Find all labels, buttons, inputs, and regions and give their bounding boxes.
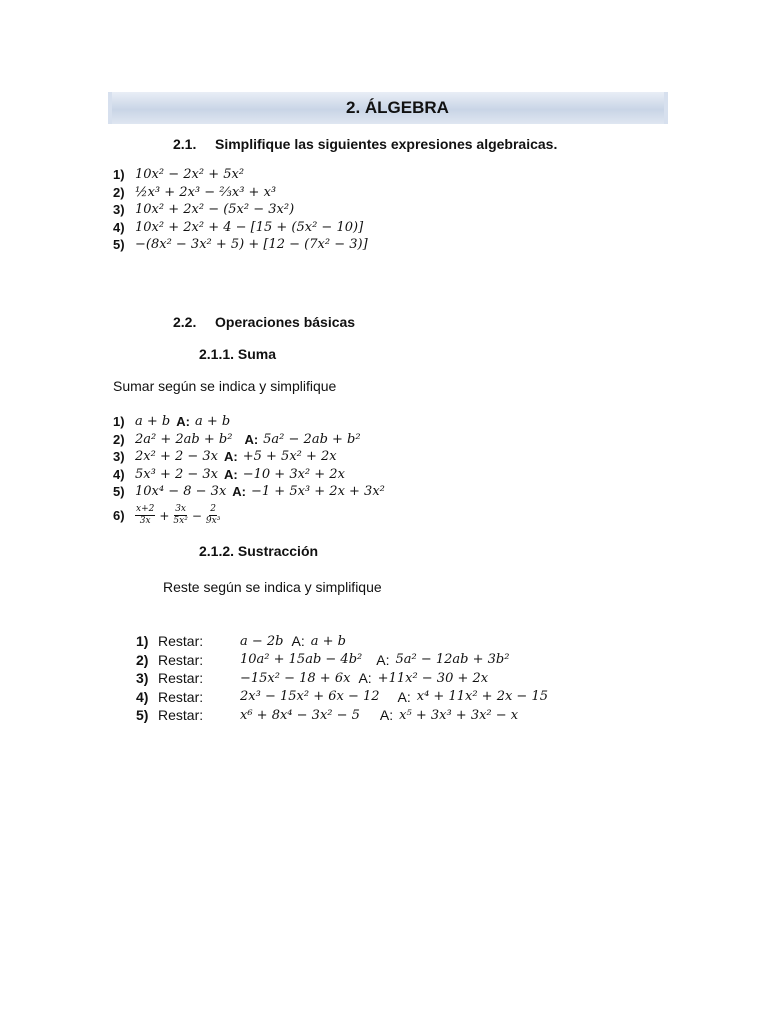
fraction: $\frac{2}{\text{9x³}}$ <box>205 504 221 526</box>
sustraccion-instruction: Reste según se indica y simplifique <box>163 579 382 595</box>
section-number: 2.1. <box>173 136 197 152</box>
expression: 10x² + 2x² + 4 − [15 + (5x² − 10)] <box>135 219 364 235</box>
section-heading-2-1 <box>173 136 557 152</box>
fraction: $\frac{3x}{\text{5x²}}$ <box>173 504 188 526</box>
section-heading-2-2 <box>173 314 355 330</box>
suma-list <box>113 413 385 531</box>
list-item: 6) $\frac{x+2}{3x}$ + $\frac{3x}{\text{5x²}}$ − $\frac{2}{\text{9x³}}$ <box>113 504 221 526</box>
list-item: 4) Restar: 2x³ − 15x² + 6x − 12 A: x⁴ + 11x² + 2x − 15 <box>136 688 548 705</box>
section-title: Simplifique las siguientes expresiones algebraicas. <box>215 136 558 152</box>
suma-heading: 2.1.1. Suma <box>199 346 277 362</box>
simplify-list <box>113 166 368 254</box>
list-item: 4) 5x³ + 2 − 3x A: −10 + 3x² + 2x <box>113 466 345 482</box>
section-title: Operaciones básicas <box>215 314 356 330</box>
fraction-expression: $\frac{x+2}{3x}$ + $\frac{3x}{\text{5x²}}$ − $\frac{2}{\text{9x³}}$ <box>136 504 221 526</box>
page-title: 2. ÁLGEBRA <box>346 98 449 117</box>
suma-instruction: Sumar según se indica y simplifique <box>113 378 337 394</box>
list-item: 3) 10x² + 2x² − (5x² − 3x²) <box>113 202 295 218</box>
list-item: 1) a + b A: a + b <box>113 414 231 430</box>
list-item: 1) 10x² − 2x² + 5x² <box>113 167 245 183</box>
list-item: 5) −(8x² − 3x² + 5) + [12 − (7x² − 3)] <box>113 237 368 253</box>
list-item: 1) Restar: a − 2b A: a + b <box>136 633 346 650</box>
list-item: 4) 10x² + 2x² + 4 − [15 + (5x² − 10)] <box>113 219 364 235</box>
list-item: 5) 10x⁴ − 8 − 3x A: −1 + 5x³ + 2x + 3x² <box>113 484 385 500</box>
sustraccion-heading: 2.1.2. Sustracción <box>199 543 319 559</box>
expression: 10x² + 2x² − (5x² − 3x²) <box>135 202 295 218</box>
sustraccion-list <box>136 632 548 725</box>
expression: ½x³ + 2x³ − ⅔x³ + x³ <box>135 184 277 200</box>
expression: −(8x² − 3x² + 5) + [12 − (7x² − 3)] <box>135 237 368 253</box>
list-item: 3) Restar: −15x² − 18 + 6x A: +11x² − 30 + 2x <box>136 670 489 687</box>
expression: 10x² − 2x² + 5x² <box>135 167 245 183</box>
fraction: $\frac{x+2}{3x}$ <box>136 504 155 526</box>
list-item: 2) ½x³ + 2x³ − ⅔x³ + x³ <box>113 184 277 200</box>
list-item: 5) Restar: x⁶ + 8x⁴ − 3x² − 5 A: x⁵ + 3x³ + 3x² − x <box>136 707 519 724</box>
list-item: 3) 2x² + 2 − 3x A: +5 + 5x² + 2x <box>113 449 337 465</box>
list-item: 2) Restar: 10a² + 15ab − 4b² A: 5a² − 12ab + 3b² <box>136 651 510 668</box>
list-item: 2) 2a² + 2ab + b² A: 5a² − 2ab + b² <box>113 431 361 447</box>
section-number: 2.2. <box>173 314 197 330</box>
